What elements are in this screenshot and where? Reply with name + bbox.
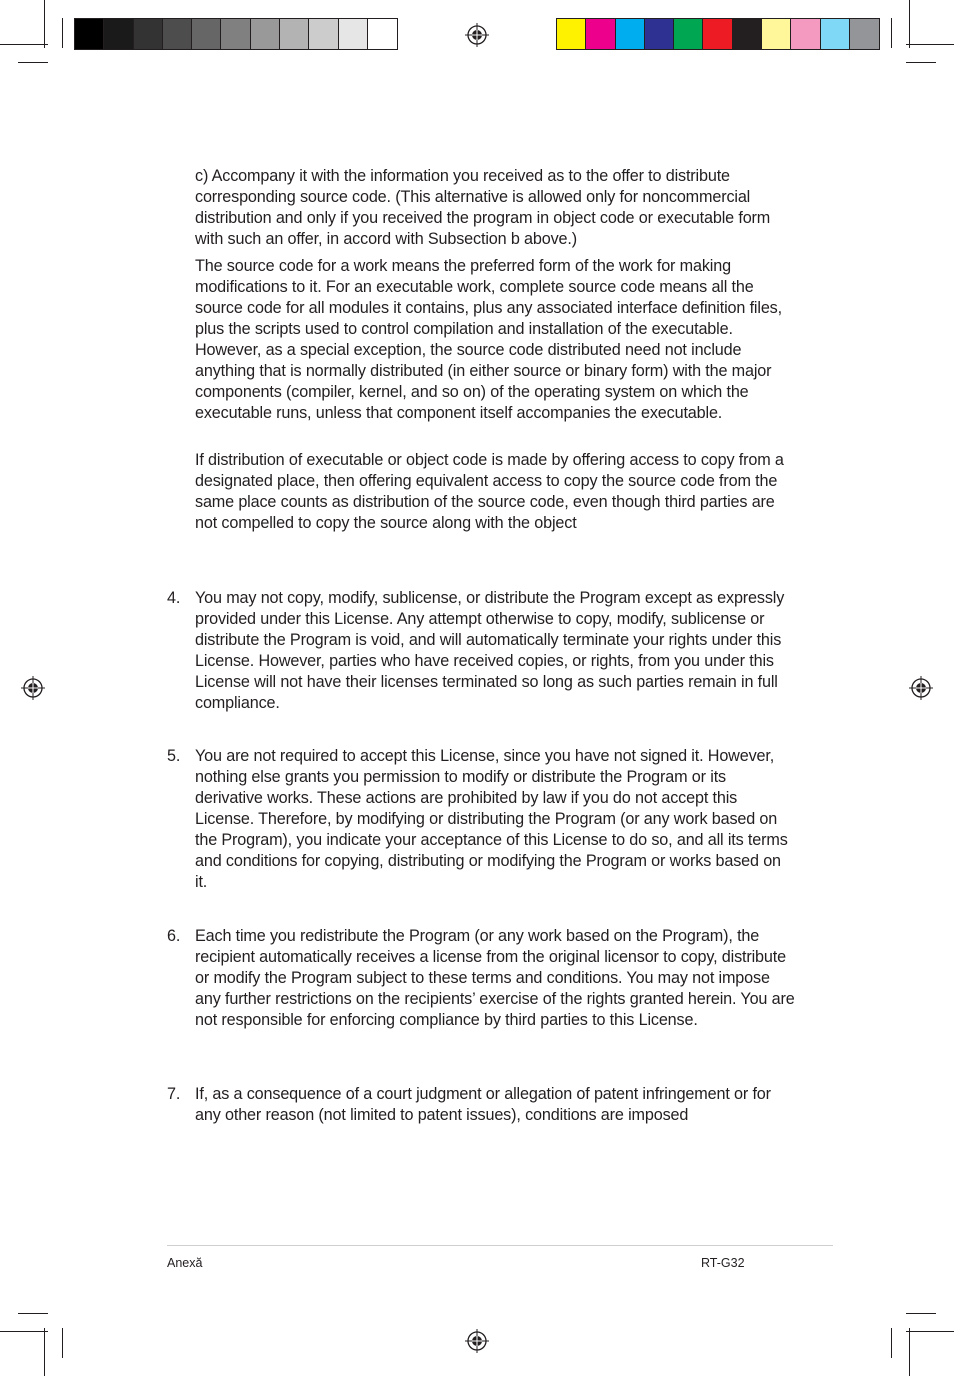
color-swatch [821,19,850,49]
crop-mark [44,0,45,48]
crop-mark [909,1328,910,1376]
color-swatch [586,19,615,49]
color-swatch [616,19,645,49]
list-item-number: 6. [167,927,181,945]
color-swatch [762,19,791,49]
color-swatch [850,19,879,49]
color-swatch [221,19,250,49]
color-swatch [557,19,586,49]
crop-mark [0,1331,48,1332]
list-item-text: Each time you redistribute the Program (or any work based on the Program), the recipient automatically receives a license from the original licensor to copy, distribute or modify the Program subject to these terms and conditions. You may not impose any further restrictions on the recipients’ exercise of the rights granted herein. You are not responsible for enforcing compliance by third parties to this License. [195,927,795,1029]
color-swatch [703,19,732,49]
crop-mark [0,44,48,45]
crop-mark [906,44,954,45]
color-swatch [339,19,368,49]
footer-divider [167,1245,833,1246]
color-swatch [75,19,104,49]
registration-mark-icon [909,676,933,700]
crop-mark [909,0,910,48]
crop-mark [891,1328,892,1358]
color-swatch [674,19,703,49]
color-swatch [280,19,309,49]
list-item-text: You are not required to accept this License, since you have not signed it. However, nothing else grants you permission to modify or distribute the Program or its derivative works. These actions are prohibited by law if you do not accept this License. Therefore, by modifying or distributing the Program (or any work based on the Program), you indicate your acceptance of this License to do so, and all its terms and conditions for copying, distributing or modifying the Program or works based on it. [195,747,788,891]
paragraph-distribution: If distribution of executable or object code is made by offering access to copy from a designated place, then offering equivalent access to copy the source code from the same place counts as distribution of the source code, even though third parties are not compelled to copy the source along with the object [195,451,784,532]
color-swatch [309,19,338,49]
crop-mark [906,1313,936,1314]
crop-mark [18,62,48,63]
crop-mark [18,1313,48,1314]
footer-section-label: Anexă [167,1256,203,1270]
crop-mark [906,1331,954,1332]
list-item-number: 7. [167,1085,181,1103]
crop-mark [62,1328,63,1358]
list-item-number: 5. [167,747,181,765]
footer-model-label: RT-G32 [701,1256,745,1270]
registration-mark-icon [21,676,45,700]
color-swatch [251,19,280,49]
grayscale-calibration-bar [74,18,398,50]
crop-mark [906,62,936,63]
color-swatch [163,19,192,49]
registration-mark-icon [465,23,489,47]
crop-mark [891,18,892,48]
color-calibration-bar [556,18,880,50]
color-swatch [104,19,133,49]
color-swatch [791,19,820,49]
color-swatch [733,19,762,49]
registration-mark-icon [465,1329,489,1353]
color-swatch [368,19,397,49]
color-swatch [134,19,163,49]
paragraph-c-item: c) Accompany it with the information you received as to the offer to distribute corresponding source code. (This alternative is allowed only for noncommercial distribution and only if you received the program in object code or executable form with such an offer, in accord with Subsection b above.) [195,167,771,248]
crop-mark [44,1328,45,1376]
crop-mark [62,18,63,48]
color-swatch [645,19,674,49]
list-item-text: If, as a consequence of a court judgment or allegation of patent infringement or for any other reason (not limited to patent issues), conditions are imposed [195,1085,771,1124]
paragraph-source-code: The source code for a work means the preferred form of the work for making modifications to it. For an executable work, complete source code means all the source code for all modules it contains, plus any associated interface definition files, plus the scripts used to control compilation and installation of the executable. However, as a special exception, the source code distributed need not include anything that is normally distributed (in either source or binary form) with the major components (compiler, kernel, and so on) of the operating system on which the executable runs, unless that component itself accompanies the executable. [195,257,782,422]
list-item-text: You may not copy, modify, sublicense, or distribute the Program except as expressly provided under this License. Any attempt otherwise to copy, modify, sublicense or distribute the Program is void, and will automatically terminate your rights under this License. However, parties who have received copies, or rights, from you under this License will not have their licenses terminated so long as such parties remain in full compliance. [195,589,785,712]
list-item-number: 4. [167,589,181,607]
color-swatch [192,19,221,49]
